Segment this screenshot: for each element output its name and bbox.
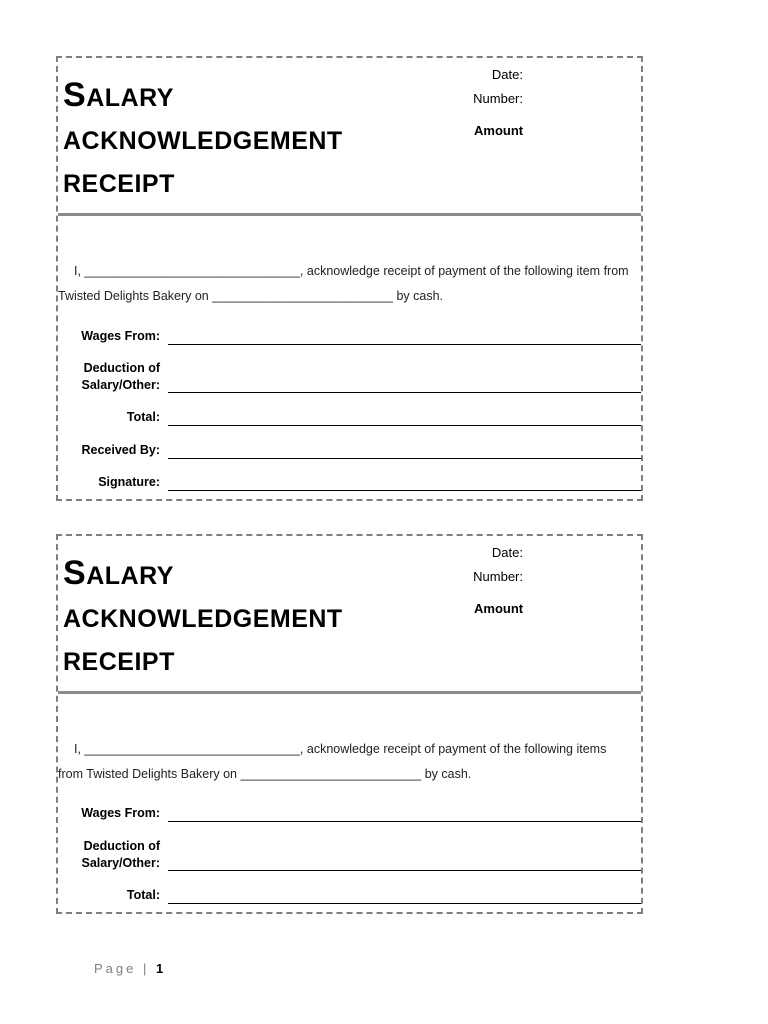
header-divider [58, 691, 641, 694]
receipt-title [63, 552, 343, 684]
title-first-letter: S [63, 76, 87, 114]
acknowledgement-text [58, 259, 629, 309]
deduction-label-line-1: Deduction of [83, 839, 160, 853]
receipt-title [63, 74, 343, 206]
amount-label: Amount [474, 601, 524, 616]
deduction-label [81, 360, 160, 394]
deduction-line[interactable] [168, 870, 641, 871]
deduction-line[interactable] [168, 392, 641, 393]
deduction-label [81, 838, 160, 872]
wages-from-label: Wages From: [81, 806, 160, 820]
received-by-label: Received By: [81, 443, 160, 457]
acknowledgement-line-1: I, _______________________________, acknowledge receipt of payment of the following item from [74, 264, 629, 278]
total-line[interactable] [168, 903, 641, 904]
title-word-3: RECEIPT [63, 170, 175, 198]
deduction-label-line-2: Salary/Other: [81, 856, 160, 870]
wages-from-label: Wages From: [81, 329, 160, 343]
amount-label: Amount [474, 123, 524, 138]
page-label: Page | [94, 961, 150, 976]
title-word-1: ALARY [86, 84, 174, 112]
acknowledgement-line-1: I, _______________________________, acknowledge receipt of payment of the following items [74, 742, 607, 756]
deduction-label-line-2: Salary/Other: [81, 378, 160, 392]
total-label: Total: [126, 888, 160, 902]
page-footer [94, 961, 163, 976]
acknowledgement-line-2: from Twisted Delights Bakery on __________________________ by cash. [58, 767, 472, 781]
salary-receipt-2 [56, 534, 643, 914]
salary-receipt-1 [56, 56, 643, 501]
signature-line[interactable] [168, 490, 641, 491]
signature-label: Signature: [98, 475, 160, 489]
title-word-2: ACKNOWLEDGEMENT [63, 605, 343, 633]
title-word-2: ACKNOWLEDGEMENT [63, 127, 343, 155]
title-word-1: ALARY [86, 562, 174, 590]
received-by-line[interactable] [168, 458, 641, 459]
title-first-letter: S [63, 554, 87, 592]
page-number: 1 [155, 961, 164, 976]
number-label: Number: [473, 569, 523, 584]
title-word-3: RECEIPT [63, 648, 175, 676]
wages-from-line[interactable] [168, 821, 641, 822]
acknowledgement-line-2: Twisted Delights Bakery on __________________________ by cash. [58, 289, 444, 303]
number-label: Number: [473, 91, 523, 106]
wages-from-line[interactable] [168, 344, 641, 345]
header-divider [58, 213, 641, 216]
total-line[interactable] [168, 425, 641, 426]
acknowledgement-text [58, 737, 606, 787]
date-label: Date: [491, 67, 523, 82]
deduction-label-line-1: Deduction of [83, 361, 160, 375]
total-label: Total: [126, 410, 160, 424]
date-label: Date: [491, 545, 523, 560]
